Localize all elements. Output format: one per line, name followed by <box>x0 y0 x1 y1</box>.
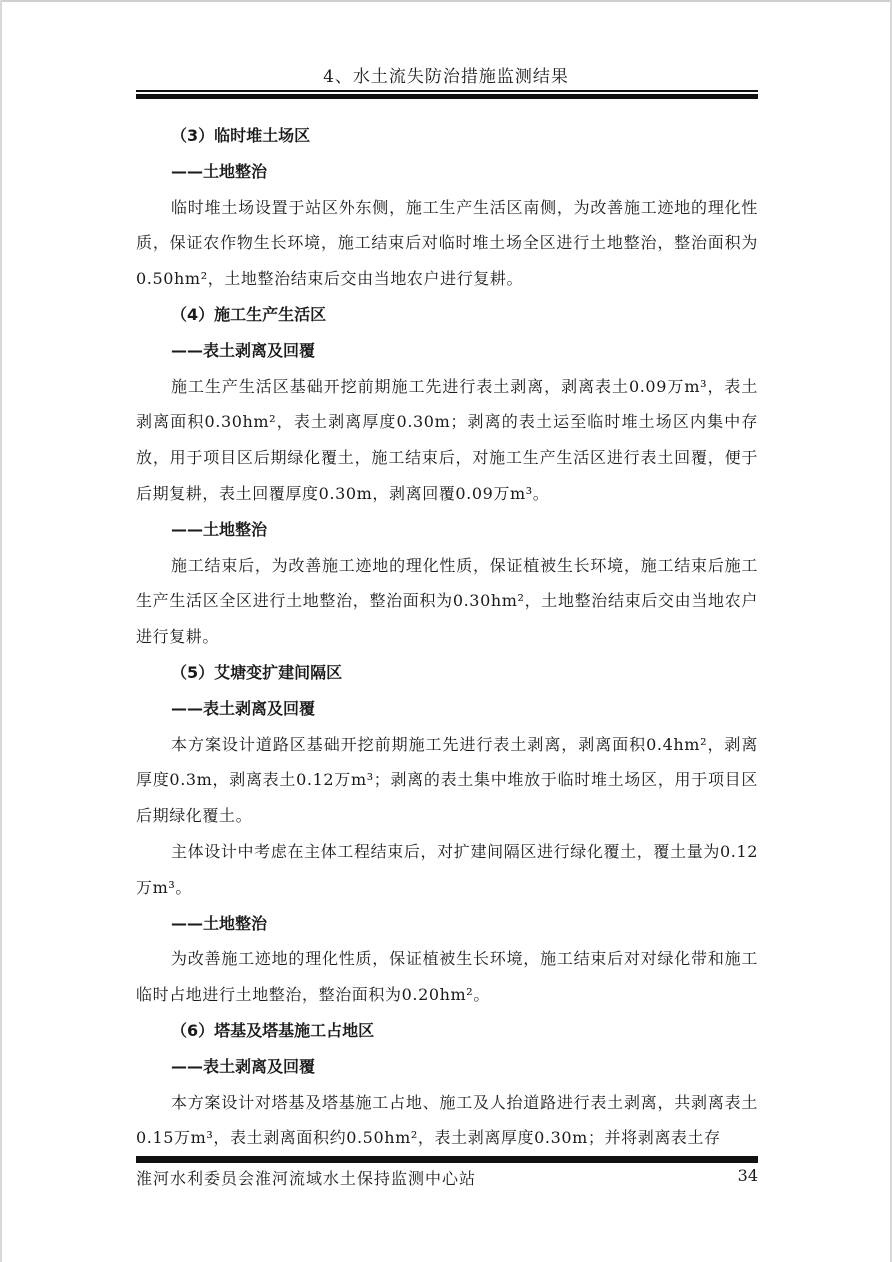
footer-organization: 淮河水利委员会淮河流域水土保持监测中心站 <box>136 1169 477 1188</box>
body-paragraph: 本方案设计道路区基础开挖前期施工先进行表土剥离，剥离面积0.4hm²，剥离厚度0.3m，剥离表土0.12万m³；剥离的表土集中堆放于临时堆土场区，用于项目区后期绿化覆土。 <box>136 734 758 826</box>
body-content <box>136 118 758 1156</box>
page-number: 34 <box>737 1166 758 1185</box>
measure-subheading: ——土地整治 <box>171 913 268 933</box>
body-paragraph: 临时堆土场设置于站区外东侧，施工生产生活区南侧，为改善施工迹地的理化性质，保证农作物生长环境，施工结束后对临时堆土场全区进行土地整治，整治面积为0.50hm²，土地整治结束后交由当地农户进行复耕。 <box>136 197 758 289</box>
measure-subheading: ——表土剥离及回覆 <box>171 340 316 360</box>
measure-subheading: ——表土剥离及回覆 <box>171 1056 316 1076</box>
running-header-title: 4、水土流失防治措施监测结果 <box>323 67 569 87</box>
section-heading: （3）临时堆土场区 <box>171 126 311 145</box>
measure-subheading: ——土地整治 <box>171 519 268 539</box>
section-heading: （4）施工生产生活区 <box>171 304 327 324</box>
body-paragraph: 施工结束后，为改善施工迹地的理化性质，保证植被生长环境，施工结束后施工生产生活区全区进行土地整治，整治面积为0.30hm²，土地整治结束后交由当地农户进行复耕。 <box>136 555 758 647</box>
footer-double-rule <box>136 1154 758 1163</box>
page-edge <box>0 0 892 2</box>
header-double-rule <box>136 90 758 99</box>
section-heading: （6）塔基及塔基施工占地区 <box>171 1020 375 1040</box>
measure-subheading: ——表土剥离及回覆 <box>171 698 316 718</box>
body-paragraph: 本方案设计对塔基及塔基施工占地、施工及人抬道路进行表土剥离，共剥离表土0.15万m³，表土剥离面积约0.50hm²，表土剥离厚度0.30m；并将剥离表土存 <box>136 1092 758 1148</box>
body-paragraph: 为改善施工迹地的理化性质，保证植被生长环境，施工结束后对对绿化带和施工临时占地进行土地整治，整治面积为0.20hm²。 <box>136 949 758 1005</box>
page-edge <box>0 0 2 1262</box>
body-paragraph: 施工生产生活区基础开挖前期施工先进行表土剥离，剥离表土0.09万m³，表土剥离面积0.30hm²，表土剥离厚度0.30m；剥离的表土运至临时堆土场区内集中存放，用于项目区后期绿化覆土，施工结束后，对施工生产生活区进行表土回覆，便于后期复耕，表土回覆厚度0.30m，剥离回覆0.09万m³。 <box>136 376 758 503</box>
measure-subheading: ——土地整治 <box>171 161 268 181</box>
body-paragraph: 主体设计中考虑在主体工程结束后，对扩建间隔区进行绿化覆土，覆土量为0.12万m³。 <box>136 841 758 897</box>
section-heading: （5）艾塘变扩建间隔区 <box>171 662 343 682</box>
